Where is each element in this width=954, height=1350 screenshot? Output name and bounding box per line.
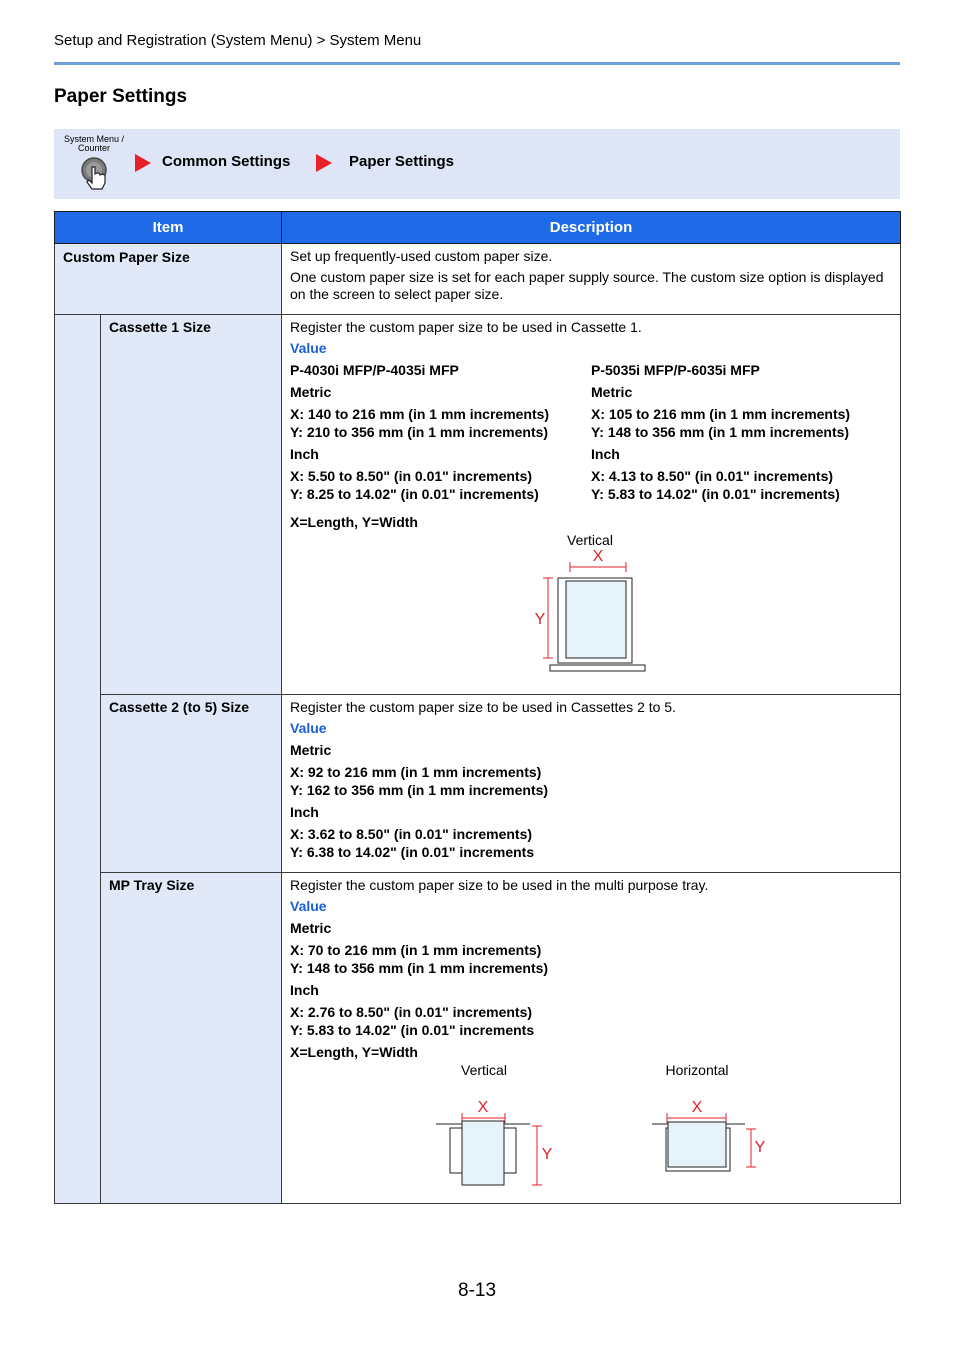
description-text: Register the custom paper size to be used in Cassette 1. (290, 319, 642, 335)
path-arrow-icon (316, 154, 332, 172)
model-a-column (290, 361, 591, 503)
metric-y-range: Y: 162 to 356 mm (in 1 mm increments) (290, 782, 549, 798)
header-item: Item (55, 212, 282, 244)
model-name: P-4030i MFP/P-4035i MFP (290, 362, 459, 378)
item-cassette-2-size: Cassette 2 (to 5) Size (101, 695, 282, 873)
metric-x-range: X: 140 to 216 mm (in 1 mm increments) (290, 406, 550, 422)
page-number: 8-13 (458, 1280, 497, 1301)
model-columns (290, 361, 892, 503)
item-mp-tray-size: MP Tray Size (101, 873, 282, 1204)
metric-x-range: X: 92 to 216 mm (in 1 mm increments) (290, 764, 542, 780)
metric-x-range: X: 70 to 216 mm (in 1 mm increments) (290, 942, 542, 958)
indent-cell (55, 315, 101, 1204)
metric-x-range: X: 105 to 216 mm (in 1 mm increments) (591, 406, 851, 422)
page-title: Paper Settings (54, 86, 188, 107)
mp-tray-diagrams (290, 1061, 890, 1191)
inch-label: Inch (591, 446, 620, 462)
inch-x-range: X: 5.50 to 8.50" (in 0.01" increments) (290, 468, 533, 484)
inch-label: Inch (290, 804, 319, 820)
description-text: One custom paper size is set for each paper supply source. The custom size option is displayed on the screen to select paper size. (290, 269, 884, 302)
paper-sheet (566, 581, 626, 658)
system-menu-label-line2: Counter (77, 143, 111, 153)
system-menu-key-icon (78, 153, 112, 195)
path-arrow-icon (135, 154, 151, 172)
inch-y-range: Y: 6.38 to 14.02" (in 0.01" increments (290, 844, 535, 860)
metric-label: Metric (591, 384, 633, 400)
metric-label: Metric (290, 920, 332, 936)
figure-label-vertical: Vertical (461, 1062, 507, 1078)
model-name: P-5035i MFP/P-6035i MFP (591, 362, 760, 378)
value-label: Value (290, 340, 327, 356)
nav-step-paper-settings: Paper Settings (349, 153, 455, 170)
item-custom-paper-size: Custom Paper Size (55, 244, 282, 315)
x-axis-label: X (477, 1099, 489, 1116)
system-menu-key-label (62, 135, 126, 153)
figure-label-horizontal: Horizontal (665, 1062, 729, 1078)
header-divider (54, 62, 900, 65)
x-axis-label: X (592, 548, 604, 565)
metric-y-range: Y: 148 to 356 mm (in 1 mm increments) (290, 960, 549, 976)
settings-table (54, 211, 901, 1204)
inch-y-range: Y: 8.25 to 14.02" (in 0.01" increments) (290, 486, 539, 502)
table-row (55, 873, 901, 1204)
mp-tray-horizontal-diagram (652, 1099, 766, 1171)
table-row (55, 695, 901, 873)
axis-note: X=Length, Y=Width (290, 514, 418, 530)
header-description: Description (282, 212, 901, 244)
description-text: Register the custom paper size to be used in Cassettes 2 to 5. (290, 699, 676, 715)
axis-note: X=Length, Y=Width (290, 1044, 418, 1060)
item-cassette-1-size: Cassette 1 Size (101, 315, 282, 695)
metric-y-range: Y: 148 to 356 mm (in 1 mm increments) (591, 424, 850, 440)
table-row (55, 244, 901, 315)
inch-x-range: X: 2.76 to 8.50" (in 0.01" increments) (290, 1004, 533, 1020)
y-axis-label: Y (754, 1139, 766, 1156)
description-text: Register the custom paper size to be used in the multi purpose tray. (290, 877, 709, 893)
description-mp-tray (282, 873, 901, 1204)
value-label: Value (290, 898, 327, 914)
inch-label: Inch (290, 446, 319, 462)
inch-y-range: Y: 5.83 to 14.02" (in 0.01" increments (290, 1022, 535, 1038)
navigation-path-banner (54, 129, 900, 199)
inch-x-range: X: 4.13 to 8.50" (in 0.01" increments) (591, 468, 834, 484)
metric-y-range: Y: 210 to 356 mm (in 1 mm increments) (290, 424, 549, 440)
inch-x-range: X: 3.62 to 8.50" (in 0.01" increments) (290, 826, 533, 842)
y-axis-label: Y (534, 611, 546, 628)
x-axis-label: X (691, 1099, 703, 1116)
inch-y-range: Y: 5.83 to 14.02" (in 0.01" increments) (591, 486, 840, 502)
description-cassette-2 (282, 695, 901, 873)
paper-sheet (668, 1122, 726, 1167)
inch-label: Inch (290, 982, 319, 998)
cassette-base (550, 665, 645, 671)
figure-label-vertical: Vertical (567, 532, 613, 548)
description-custom-paper-size (282, 244, 901, 315)
breadcrumb: Setup and Registration (System Menu) > System Menu (54, 32, 422, 49)
description-text: Set up frequently-used custom paper size. (290, 248, 553, 264)
metric-label: Metric (290, 384, 332, 400)
y-axis-label: Y (541, 1146, 553, 1163)
model-b-column (591, 361, 892, 503)
metric-label: Metric (290, 742, 332, 758)
mp-tray-vertical-diagram (436, 1099, 553, 1185)
cassette-vertical-diagram (290, 531, 890, 676)
description-cassette-1 (282, 315, 901, 695)
value-label: Value (290, 720, 327, 736)
system-menu-label-line1: System Menu / (63, 134, 125, 144)
nav-step-common-settings: Common Settings (162, 153, 291, 170)
paper-sheet (462, 1121, 504, 1185)
table-row (55, 315, 901, 695)
